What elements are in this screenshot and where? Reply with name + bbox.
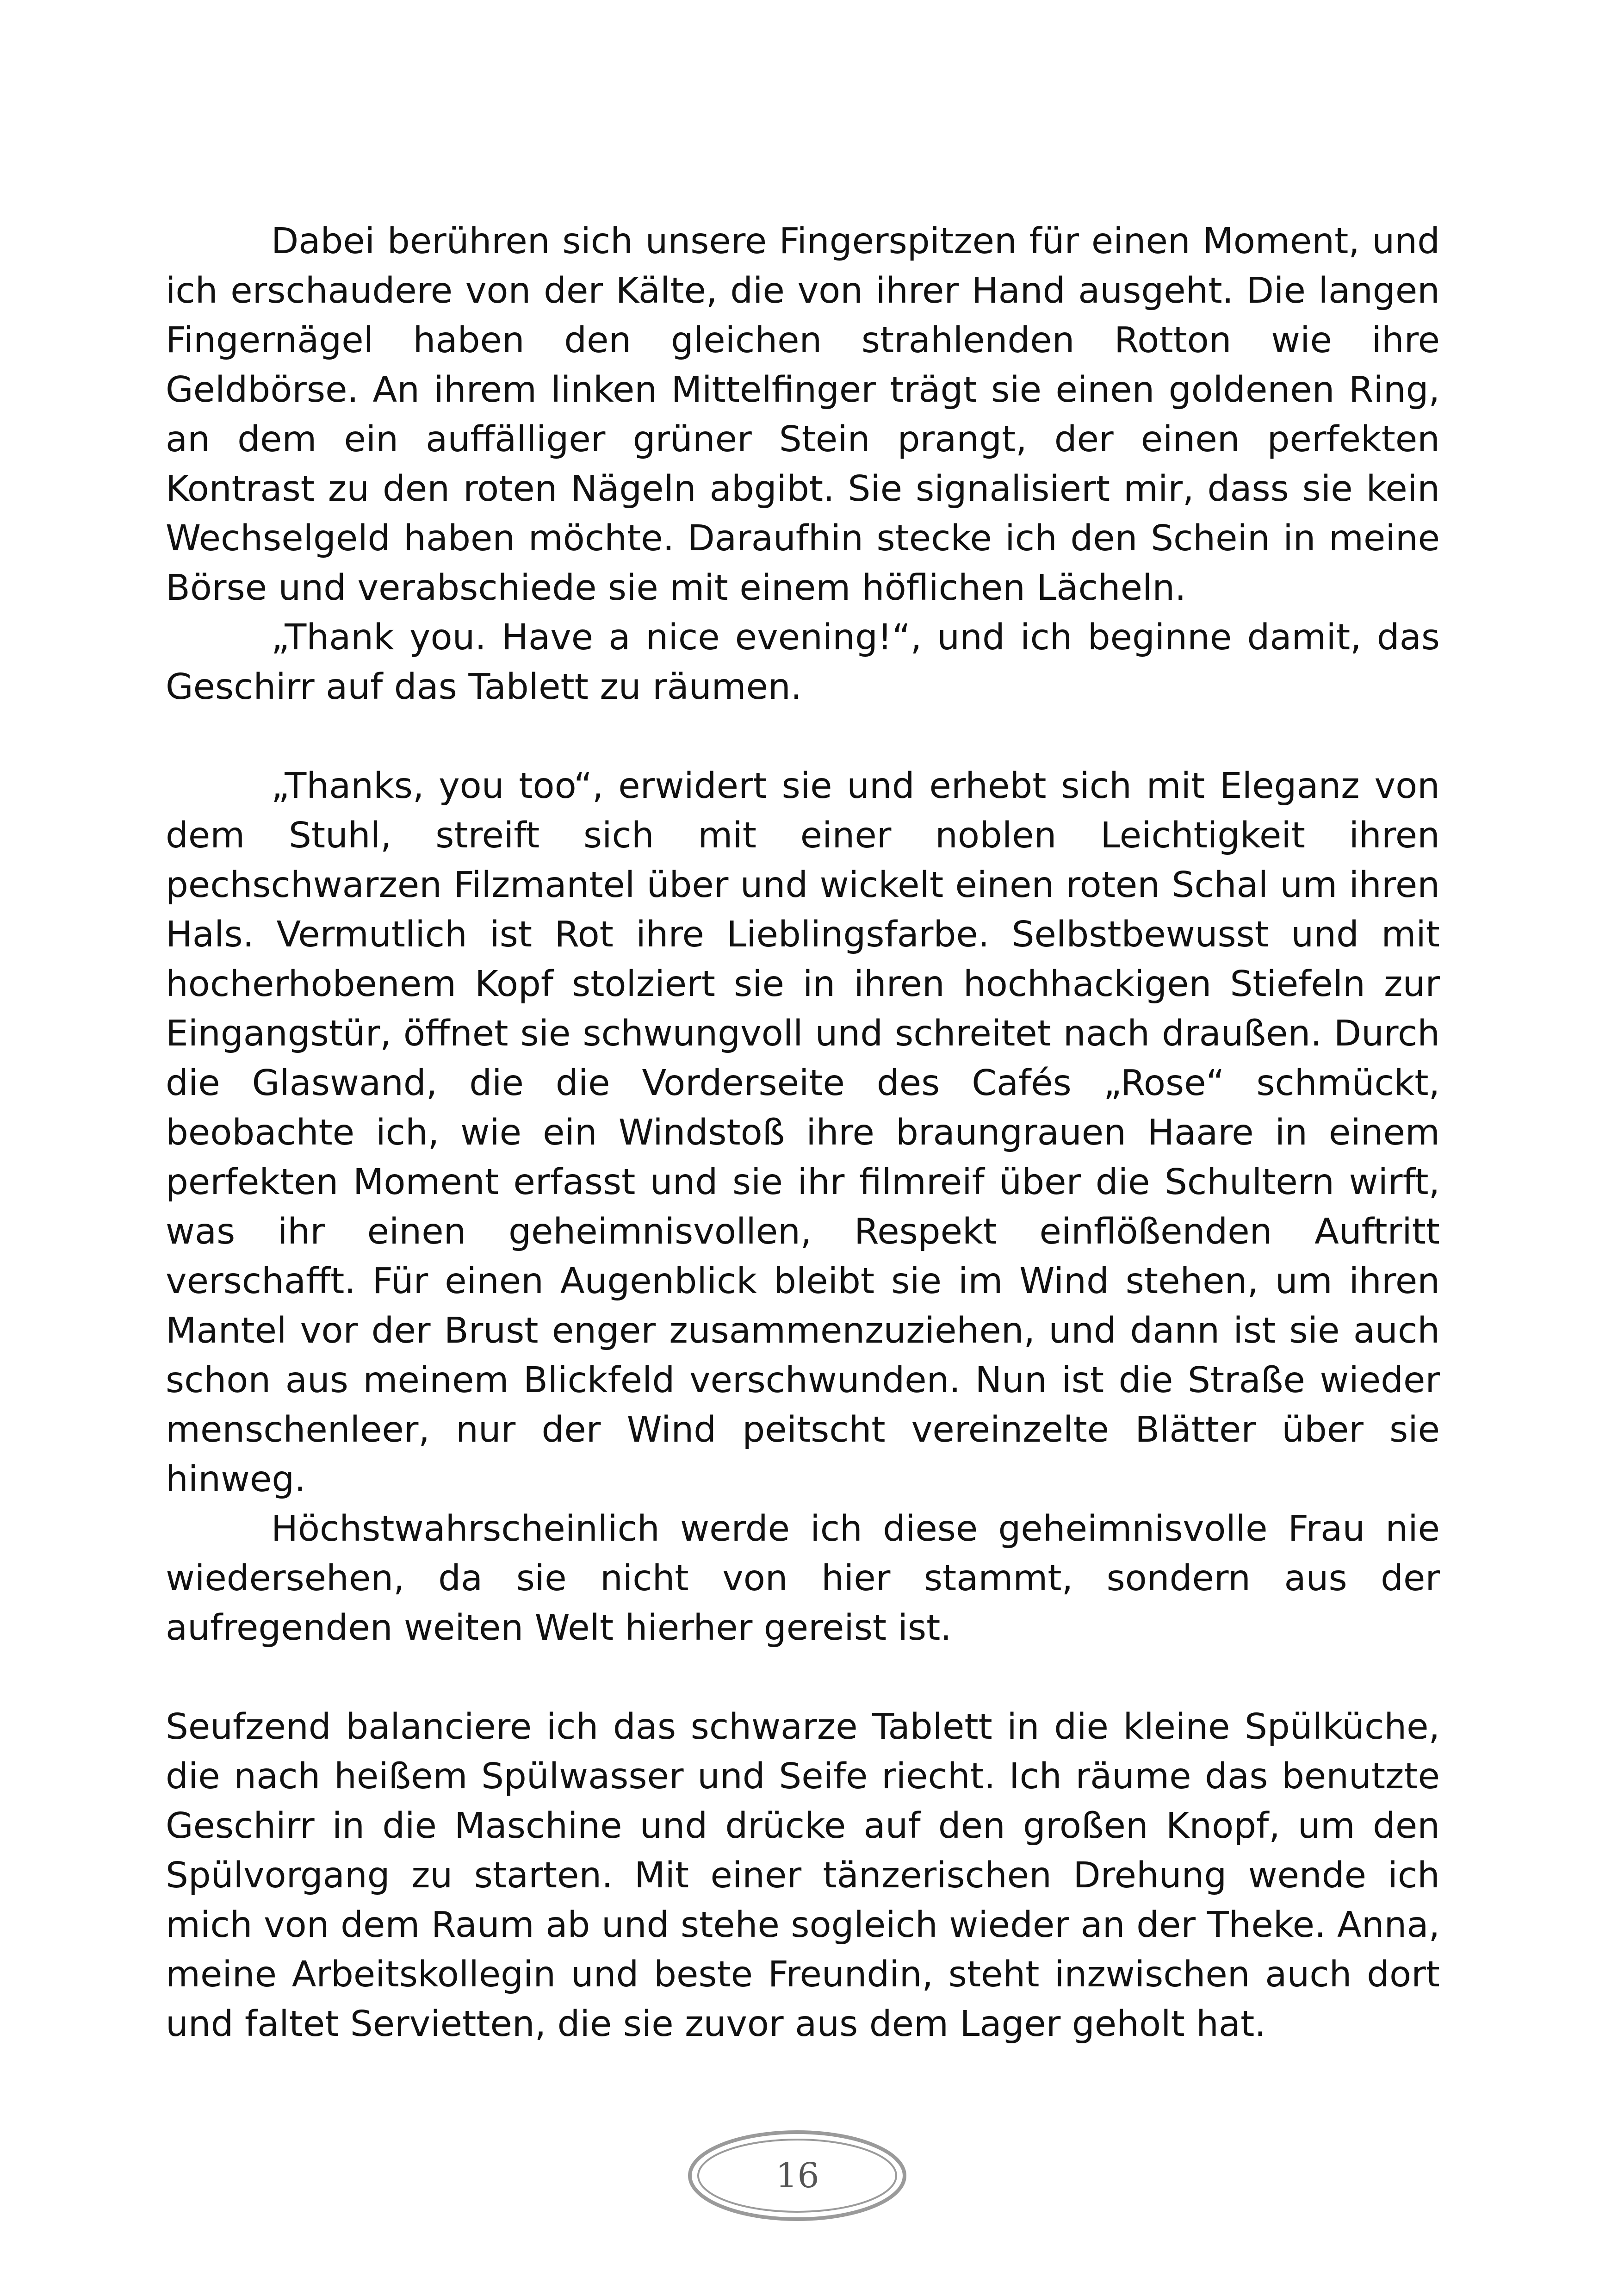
paragraph-2: „Thank you. Have a nice evening!“, und ich beginne damit, das Geschirr auf das Tablett zu räumen. (166, 617, 1440, 708)
paragraph-5: Seufzend balanciere ich das schwarze Tablett in die kleine Spülküche, die nach heißem Spülwasser und Seife riecht. Ich räume das benutzte Geschirr in die Maschine und drücke auf den großen Knopf, um den Spülvorgang zu starten. Mit einer tänzerischen Drehung wende ich mich von dem Raum ab und stehe sogleich wieder an der Theke. Anna, meine Arbeitskollegin und beste Freundin, steht inzwischen auch dort und faltet Servietten, die sie zuvor aus dem Lager geholt hat. (166, 1706, 1440, 2045)
paragraph-gap (166, 1653, 1440, 1702)
paragraph-4: Höchstwahrscheinlich werde ich diese geheimnisvolle Frau nie wiedersehen, da sie nicht von hier stammt, sondern aus der aufregenden weiten Welt hierher gereist ist. (166, 1508, 1440, 1649)
paragraph-3: „Thanks, you too“, erwidert sie und erhebt sich mit Eleganz von dem Stuhl, streift sich mit einer noblen Leichtigkeit ihren pechschwarzen Filzmantel über und wickelt einen roten Schal um ihren Hals. Vermutlich ist Rot ihre Lieblingsfarbe. Selbstbewusst und mit hocherhobenem Kopf stolziert sie in ihren hochhackigen Stiefeln zur Eingangstür, öffnet sie schwungvoll und schreitet nach draußen. Durch die Glaswand, die die Vorderseite des Cafés „Rose“ schmückt, beobachte ich, wie ein Windstoß ihre braungrauen Haare in einem perfekten Moment erfasst und sie ihr filmreif über die Schultern wirft, was ihr einen geheimnisvollen, Respekt einflößenden Auftritt verschafft. Für einen Augenblick bleibt sie im Wind stehen, um ihren Mantel vor der Brust enger zusammenzuziehen, und dann ist sie auch schon aus meinem Blickfeld verschwunden. Nun ist die Straße wieder menschenleer, nur der Wind peitscht vereinzelte Blätter über sie hinweg. (166, 765, 1440, 1500)
page-number-badge (688, 2130, 907, 2221)
page-body (166, 217, 1440, 2049)
paragraph-1: Dabei berühren sich unsere Fingerspitzen für einen Moment, und ich erschaudere von der Kälte, die von ihrer Hand ausgeht. Die langen Fingernägel haben den gleichen strahlenden Rotton wie ihre Geldbörse. An ihrem linken Mittelfinger trägt sie einen goldenen Ring, an dem ein auffälliger grüner Stein prangt, der einen perfekten Kontrast zu den roten Nägeln abgibt. Sie signalisiert mir, dass sie kein Wechselgeld haben möchte. Daraufhin stecke ich den Schein in meine Börse und verabschiede sie mit einem höflichen Lächeln. (166, 221, 1440, 609)
paragraph-gap (166, 712, 1440, 761)
page-number: 16 (775, 2156, 819, 2196)
